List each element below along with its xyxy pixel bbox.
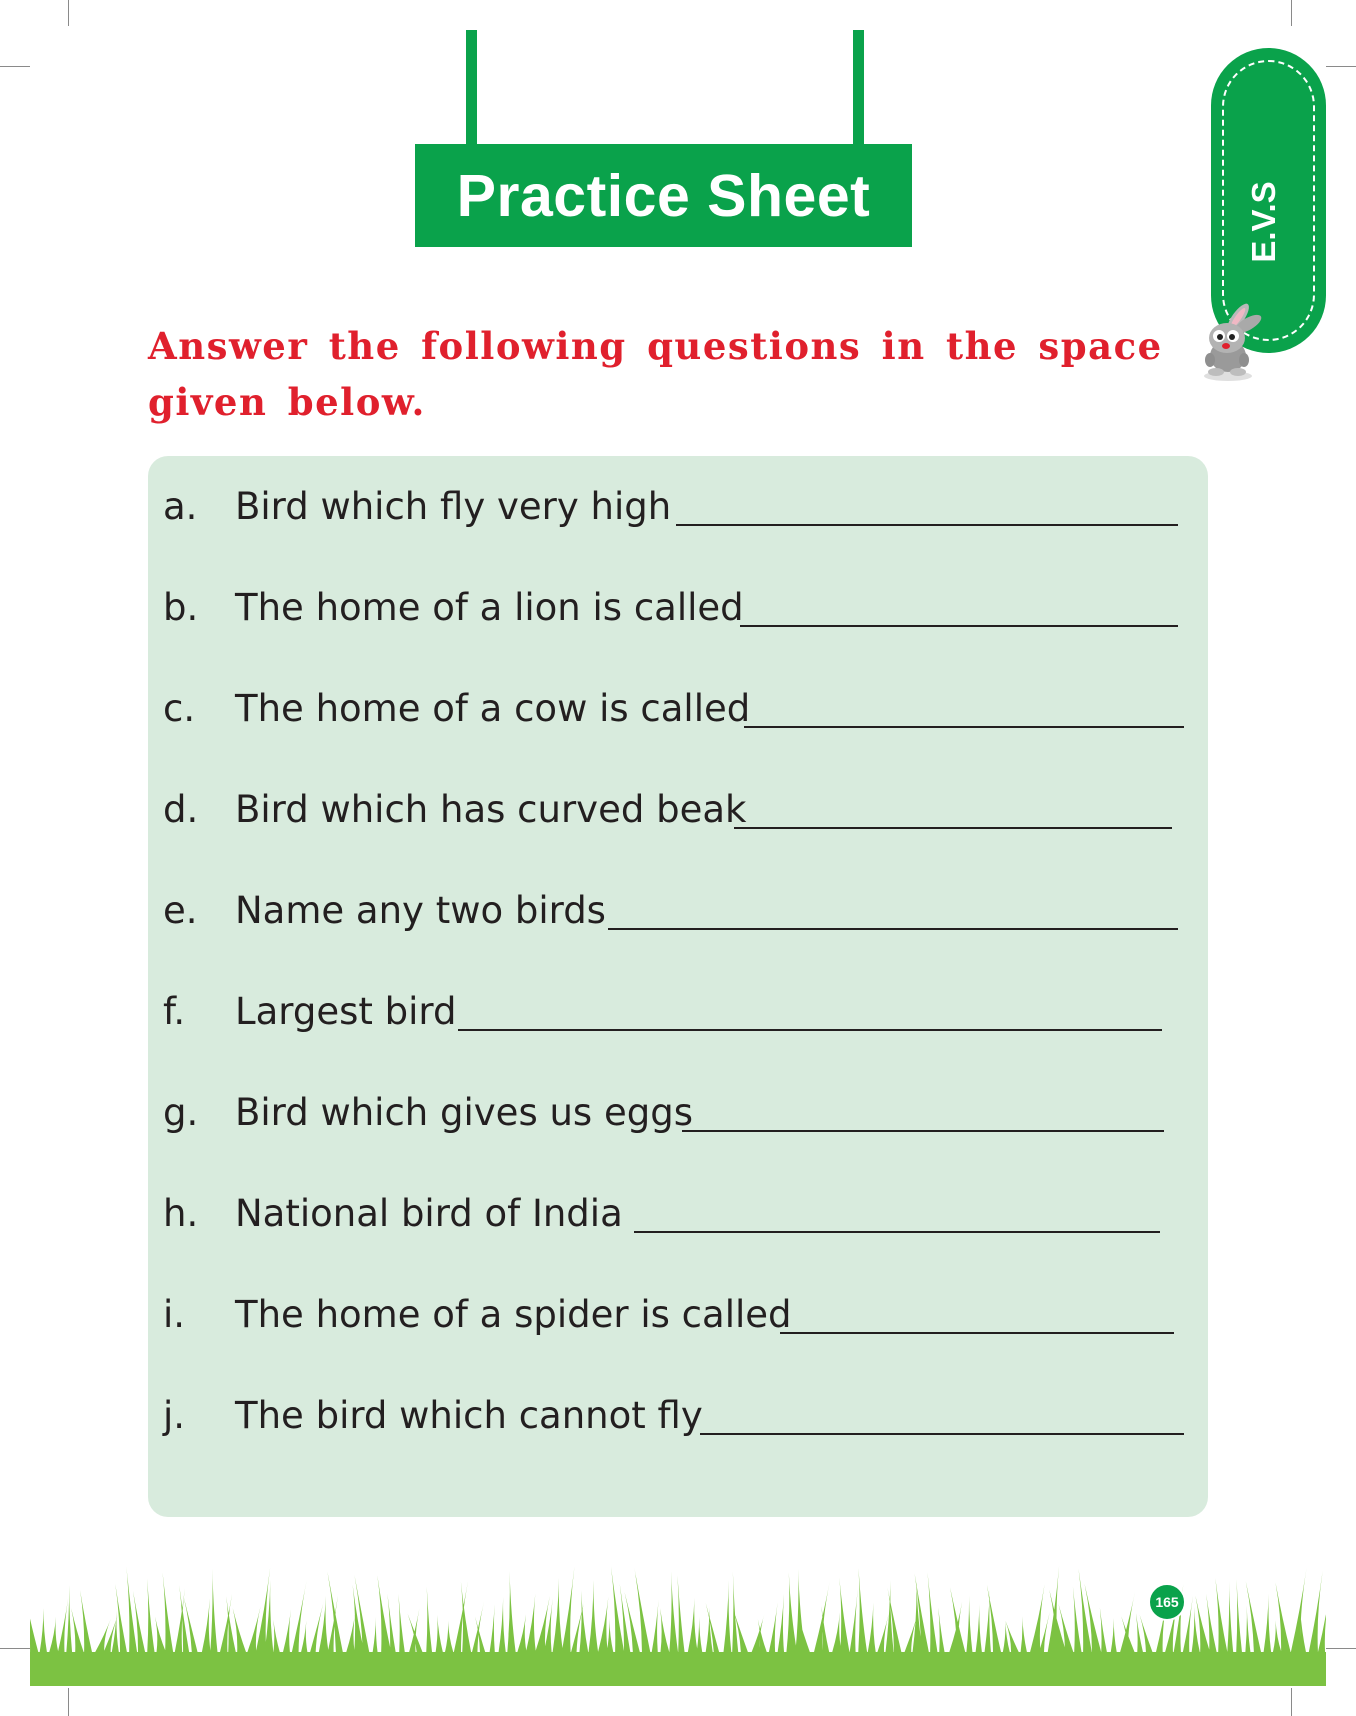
answer-line[interactable] xyxy=(682,1130,1164,1132)
answer-line[interactable] xyxy=(700,1433,1184,1435)
question-letter: i. xyxy=(163,1293,186,1336)
crop-mark xyxy=(1291,1688,1292,1716)
question-letter: f. xyxy=(163,990,186,1033)
question-item xyxy=(148,478,1208,538)
grass-footer-illustration xyxy=(30,1560,1326,1686)
question-text: The home of a cow is called xyxy=(235,687,751,730)
crop-mark xyxy=(1291,0,1292,26)
sign-post-left xyxy=(466,30,477,150)
question-text: Largest bird xyxy=(235,990,457,1033)
question-letter: h. xyxy=(163,1192,199,1235)
question-item xyxy=(148,680,1208,740)
question-item xyxy=(148,983,1208,1043)
question-text: Bird which fly very high xyxy=(235,485,672,528)
answer-line[interactable] xyxy=(744,726,1184,728)
crop-mark xyxy=(1326,1648,1356,1649)
question-item xyxy=(148,781,1208,841)
question-text: Name any two birds xyxy=(235,889,606,932)
answer-line[interactable] xyxy=(676,524,1178,526)
answer-line[interactable] xyxy=(634,1231,1160,1233)
answer-line[interactable] xyxy=(740,625,1178,627)
answer-line[interactable] xyxy=(608,928,1178,930)
answer-line[interactable] xyxy=(780,1332,1174,1334)
question-item xyxy=(148,579,1208,639)
question-text: The bird which cannot fly xyxy=(235,1394,703,1437)
sign-post-right xyxy=(853,30,864,150)
question-item xyxy=(148,1387,1208,1447)
page-title: Practice Sheet xyxy=(456,162,871,229)
question-letter: j. xyxy=(163,1394,186,1437)
crop-mark xyxy=(0,1648,30,1649)
title-sign xyxy=(415,144,912,247)
page-number-badge: 165 xyxy=(1148,1583,1186,1621)
question-text: Bird which has curved beak xyxy=(235,788,747,831)
question-text: National bird of India xyxy=(235,1192,623,1235)
question-item xyxy=(148,1286,1208,1346)
question-letter: b. xyxy=(163,586,199,629)
instruction-text: Answer the following questions in the space given below. xyxy=(148,324,1163,424)
question-text: Bird which gives us eggs xyxy=(235,1091,693,1134)
question-letter: e. xyxy=(163,889,198,932)
bunny-mascot-icon xyxy=(1194,298,1266,388)
answer-line[interactable] xyxy=(458,1029,1162,1031)
question-letter: d. xyxy=(163,788,199,831)
crop-mark xyxy=(68,0,69,26)
question-item xyxy=(148,882,1208,942)
crop-mark xyxy=(68,1688,69,1716)
question-item xyxy=(148,1185,1208,1245)
questions-panel xyxy=(148,456,1208,1517)
question-text: The home of a lion is called xyxy=(235,586,744,629)
subject-tab-label: E.V.S xyxy=(1245,181,1282,263)
answer-line[interactable] xyxy=(734,827,1172,829)
crop-mark xyxy=(1326,66,1356,67)
question-text: The home of a spider is called xyxy=(235,1293,792,1336)
question-letter: c. xyxy=(163,687,196,730)
question-item xyxy=(148,1084,1208,1144)
crop-mark xyxy=(0,66,30,67)
question-letter: g. xyxy=(163,1091,199,1134)
question-letter: a. xyxy=(163,485,198,528)
